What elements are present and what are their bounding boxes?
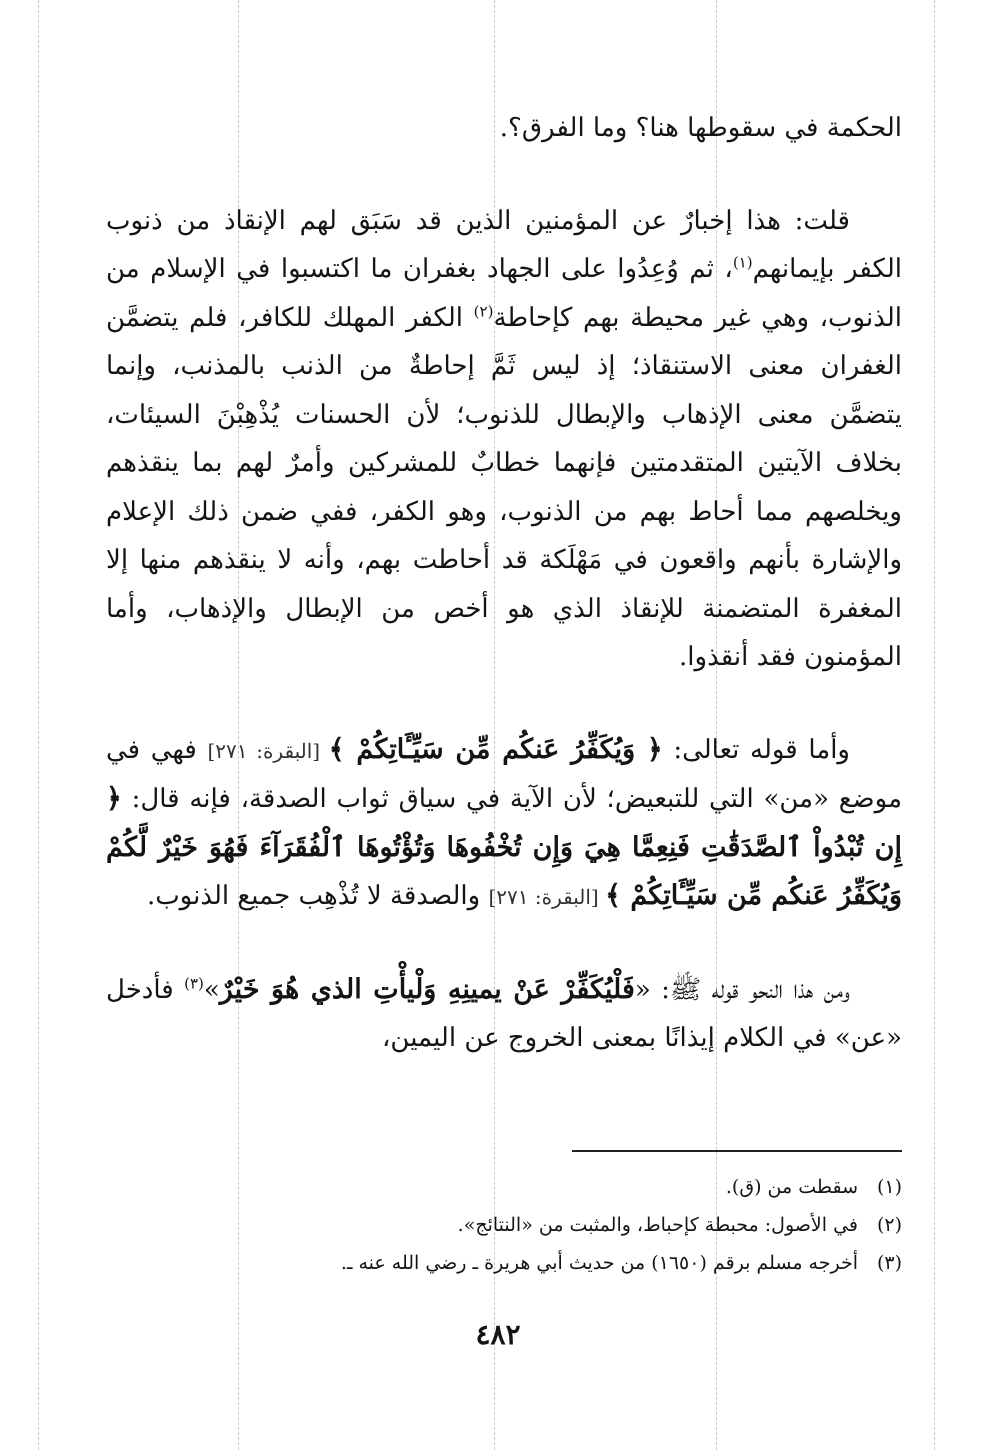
paragraph-text: ، ثم وُعِدُوا على الجهاد بغفران ما اكتسبوا في الإسلام من الذنوب، وهي غير محيطة بهم كإحاطة xyxy=(106,254,902,333)
paragraph-text: وأما قوله تعالى: xyxy=(662,734,850,765)
verse-reference-1: [البقرة: ٢٧١] xyxy=(207,738,329,763)
paragraph-explanation xyxy=(106,197,902,682)
paragraph-continuation xyxy=(106,104,902,153)
paragraph-text: والصدقة لا تُذْهِب جميع الذنوب. xyxy=(146,881,489,911)
footnote-item xyxy=(106,1168,902,1206)
footnote-item xyxy=(106,1206,902,1244)
verse-reference-2: [البقرة: ٢٧١] xyxy=(488,885,606,909)
footnote-number: (٣) xyxy=(876,1252,902,1274)
paragraph-text: » xyxy=(203,974,220,1005)
paragraph-gap xyxy=(106,153,902,197)
scan-guide-line xyxy=(934,0,935,1450)
paragraph-verse xyxy=(106,726,902,922)
footnote-item xyxy=(106,1244,902,1282)
paragraph-text: الحكمة في سقوطها هنا؟ وما الفرق؟. xyxy=(499,113,902,143)
footnote-number: (١) xyxy=(876,1176,902,1198)
footnote-ref-1[interactable]: (١) xyxy=(732,253,753,272)
paragraph-text: فهي في موضع «من» التي للتبعيض؛ لأن الآية في سياق ثواب الصدقة، فإنه قال: xyxy=(106,734,902,814)
scan-guide-line xyxy=(38,0,39,1450)
hadith-quote: فَلْيُكَفِّرْ عَنْ يمينِهِ وَلْيأْتِ الذي هُوَ خَيْرٌ xyxy=(219,973,635,1005)
footnote-text: سقطت من (ق). xyxy=(725,1176,858,1198)
footnotes xyxy=(106,1168,902,1282)
paragraph-gap xyxy=(106,682,902,726)
quran-verse-1: ﴿ وَيُكَفِّرُ عَنكُم مِّن سَيِّـَٔاتِكُمْ ﴾ xyxy=(328,733,663,765)
footnote-ref-3[interactable]: (٣) xyxy=(184,973,204,992)
paragraph-text: قلت: هذا إخبارٌ عن المؤمنين الذين قد سَبَق لهم الإنقاذ من ذنوب الكفر بإيمانهم xyxy=(106,205,902,284)
footnote-number: (٢) xyxy=(876,1214,902,1236)
paragraph-text: الكفر المهلك للكافر، فلم يتضمَّن الغفران معنى الاستنقاذ؛ إذ ليس ثَمَّ إحاطةٌ من الذنب بالمذنب، وإنما يتضمَّن معنى الإذهاب والإبطال للذنوب؛ لأن الحسنات يُذْهِبْنَ السيئات، بخلاف الآيتين المتقدمتين فإنهما خطابٌ للمشركين وأمرٌ لهم بما ينقذهم ويخلصهم مما أحاط بهم من الذنوب، وهو الكفر، ففي ضمن ذلك الإعلام والإشارة بأنهم واقعون في مَهْلَكة قد أحاطت بهم، وأنه لا ينقذهم منها إلا المغفرة المتضمنة للإنقاذ الذي هو أخص من الإبطال والإذهاب، وأما المؤمنون فقد أنقذوا. xyxy=(106,302,903,672)
paragraph-hadith xyxy=(106,966,902,1063)
quran-verse-2: ﴿ إِن تُبْدُواْ ٱلصَّدَقَٰتِ فَنِعِمَّا هِيَ وَإِن تُخْفُوهَا وَتُؤْتُوهَا ٱلْفُقَرَآءَ فَهُوَ خَيْرٌ لَّكُمْ وَيُكَفِّرُ عَنكُم مِّن سَيِّـَٔاتِكُمْ ﴾ xyxy=(106,783,902,911)
paragraph-gap xyxy=(106,922,902,966)
paragraph-text: ومن هذا النحو قوله ﷺ: « xyxy=(634,974,850,1005)
footnote-text: أخرجه مسلم برقم (١٦٥٠) من حديث أبي هريرة ـ رضي الله عنه ـ. xyxy=(340,1252,858,1274)
footnote-text: في الأصول: محبطة كإحباط، والمثبت من «النتائج». xyxy=(457,1214,858,1236)
paragraph-text: فأدخل «عن» في الكلام إيذانًا بمعنى الخروج عن اليمين، xyxy=(106,974,902,1053)
footnote-ref-2[interactable]: (٢) xyxy=(473,301,494,320)
page-number: ٤٨٢ xyxy=(475,1318,521,1351)
main-text xyxy=(106,104,902,1063)
footnote-divider xyxy=(572,1150,902,1152)
